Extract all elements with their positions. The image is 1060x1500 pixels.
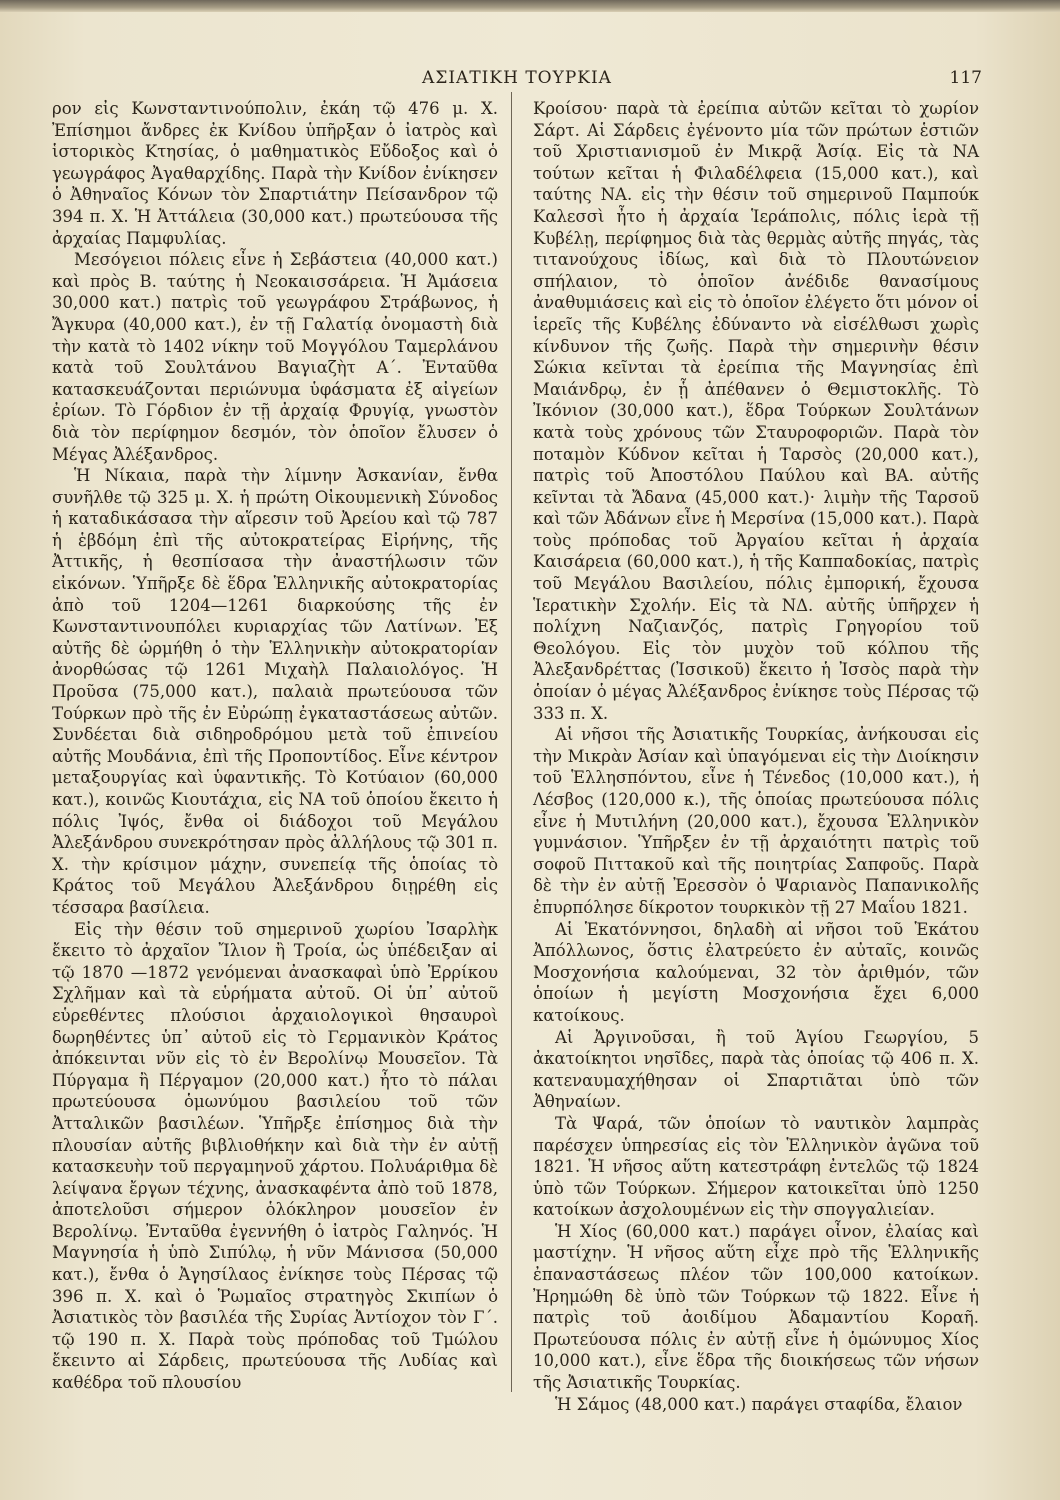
page-number: 117 <box>949 68 982 88</box>
paragraph: Ἡ Σάμος (48,000 κατ.) παράγει σταφίδα, ἔλαιον <box>555 1394 963 1414</box>
column-divider <box>511 92 512 1392</box>
left-column <box>52 98 498 1394</box>
paragraph: Αἱ Ἀργινοῦσαι, ἢ τοῦ Ἁγίου Γεωργίου, 5 ἀκατοίκητοι νησῖδες, παρὰ τὰς ὁποίας τῷ 406 π. Χ. κατεναυμαχήθησαν οἱ Σπαρτιᾶται ὑπὸ τῶν Ἀθηναίων. <box>533 1027 979 1112</box>
running-title: ΑΣΙΑΤΙΚΗ ΤΟΥΡΚΙΑ <box>422 68 612 88</box>
paragraph: Ἡ Χίος (60,000 κατ.) παράγει οἶνον, ἐλαίας καὶ μαστίχην. Ἡ νῆσος αὕτη εἶχε πρὸ τῆς Ἑλληνικῆς ἐπαναστάσεως πλέον τῶν 100,000 κατοίκων. Ἠρημώθη δὲ ὑπὸ τῶν Τούρκων τῷ 1822. Εἶνε ἡ πατρὶς τοῦ ἀοιδίμου Ἀδαμαντίου Κοραῆ. Πρωτεύουσα πόλις ἐν αὐτῇ εἶνε ἡ ὁμώνυμος Χίος 10,000 κατ.), εἶνε ἕδρα τῆς διοικήσεως τῶν νήσων τῆς Ἀσιατικῆς Τουρκίας. <box>533 1221 979 1393</box>
paragraph: Μεσόγειοι πόλεις εἶνε ἡ Σεβάστεια (40,000 κατ.) καὶ πρὸς Β. ταύτης ἡ Νεοκαισσάρεια. Ἡ Ἀμάσεια 30,000 κατ.) πατρὶς τοῦ γεωγράφου Στράβωνος, ἡ Ἄγκυρα (40,000 κατ.), ἐν τῇ Γαλατίᾳ ὀνομαστὴ διὰ τὴν κατὰ τὸ 1402 νίκην τοῦ Μογγόλου Ταμερλάνου κατὰ τοῦ Σουλτάνου Βαγιαζὴτ Α΄. Ἐνταῦθα κατασκευάζονται περιώνυμα ὑφάσματα ἐξ αἰγείων ἐρίων. Τὸ Γόρδιον ἐν τῇ ἀρχαίᾳ Φρυγίᾳ, γνωστὸν διὰ τὸν περίφημον δεσμόν, τὸν ὁποῖον ἔλυσεν ὁ Μέγας Ἀλέξανδρος. <box>52 250 498 464</box>
paragraph: Τὰ Ψαρά, τῶν ὁποίων τὸ ναυτικὸν λαμπρὰς παρέσχεν ὑπηρεσίας εἰς τὸν Ἑλληνικὸν ἀγῶνα τοῦ 1821. Ἡ νῆσος αὕτη κατεστράφη ἐντελῶς τῷ 1824 ὑπὸ τῶν Τούρκων. Σήμερον κατοικεῖται ὑπὸ 1250 κατοίκων ἀσχολουμένων εἰς τὴν σπογγαλιείαν. <box>533 1113 979 1220</box>
page-header <box>52 68 982 98</box>
right-column <box>533 98 979 1415</box>
page-top-edge <box>0 0 1060 12</box>
paragraph: ρον εἰς Κωνσταντινούπολιν, ἐκάη τῷ 476 μ. Χ. Ἐπίσημοι ἄνδρες ἐκ Κνίδου ὑπῆρξαν ὁ ἰατρὸς καὶ ἱστορικὸς Κτησίας, ὁ μαθηματικὸς Εὔδοξος καὶ ὁ γεωγράφος Ἀγαθαρχίδης. Παρὰ τὴν Κνίδον ἐνίκησεν ὁ Ἀθηναῖος Κόνων τὸν Σπαρτιάτην Πείσανδρον τῷ 394 π. Χ. Ἡ Ἀττάλεια (30,000 κατ.) πρωτεύουσα τῆς ἀρχαίας Παμφυλίας. <box>52 99 498 248</box>
paragraph: Αἱ Ἑκατόννησοι, δηλαδὴ αἱ νῆσοι τοῦ Ἑκάτου Ἀπόλλωνος, ὅστις ἐλατρεύετο ἐν αὐταῖς, κοινῶς Μοσχονήσια καλούμεναι, 32 τὸν ἀριθμόν, τῶν ὁποίων ἡ μεγίστη Μοσχονήσια ἔχει 6,000 κατοίκους. <box>533 919 979 1025</box>
paragraph: Ἡ Νίκαια, παρὰ τὴν λίμνην Ἀσκανίαν, ἔνθα συνῆλθε τῷ 325 μ. Χ. ἡ πρώτη Οἰκουμενικὴ Σύνοδος ἡ καταδικάσασα τὴν αἵρεσιν τοῦ Ἀρείου καὶ τῷ 787 ἡ ἑβδόμη ἐπὶ τῆς αὐτοκρατείρας Εἰρήνης, τῆς Ἀττικῆς, ἡ θεσπίσασα τὴν ἀναστήλωσιν τῶν εἰκόνων. Ὑπῆρξε δὲ ἕδρα Ἑλληνικῆς αὐτοκρατορίας ἀπὸ τοῦ 1204—1261 διαρκούσης τῆς ἐν Κωνσταντινουπόλει κυριαρχίας τῶν Λατίνων. Ἐξ αὐτῆς δὲ ὡρμήθη ὁ τὴν Ἑλληνικὴν αὐτοκρατορίαν ἀνορθώσας τῷ 1261 Μιχαὴλ Παλαιολόγος. Ἡ Προῦσα (75,000 κατ.), παλαιὰ πρωτεύουσα τῶν Τούρκων πρὸ τῆς ἐν Εὐρώπῃ ἐγκαταστάσεως αὐτῶν. Συνδέεται διὰ σιδηροδρόμου μετὰ τοῦ ἐπινείου αὐτῆς Μουδάνια, ἐπὶ τῆς Προποντίδος. Εἶνε κέντρον μεταξουργίας καὶ ὑφαντικῆς. Τὸ Κοτύαιον (60,000 κατ.), κοινῶς Κιουτάχια, εἰς ΝΑ τοῦ ὁποίου ἔκειτο ἡ πόλις Ἰψός, ἔνθα οἱ διάδοχοι τοῦ Μεγάλου Ἀλεξάνδρου συνεκρότησαν πρὸς ἀλλήλους τῷ 301 π. Χ. τὴν κρίσιμον μάχην, συνεπείᾳ τῆς ὁποίας τὸ Κράτος τοῦ Μεγάλου Ἀλεξάνδρου διῃρέθη εἰς τέσσαρα βασίλεια. <box>52 466 498 917</box>
paragraph: Εἰς τὴν θέσιν τοῦ σημερινοῦ χωρίου Ἰσαρλὴκ ἔκειτο τὸ ἀρχαῖον Ἴλιον ἢ Τροία, ὡς ὑπέδειξαν αἱ τῷ 1870 —1872 γενόμεναι ἀνασκαφαὶ ὑπὸ Ἐρρίκου Σχλῆμαν καὶ τὰ εὑρήματα αὐτοῦ. Οἱ ὑπ᾽ αὐτοῦ εὑρεθέντες πλούσιοι ἀρχαιολογικοὶ θησαυροὶ δωρηθέντες ὑπ᾽ αὐτοῦ εἰς τὸ Γερμανικὸν Κράτος ἀπόκεινται νῦν εἰς τὸ ἐν Βερολίνῳ Μουσεῖον. Τὰ Πύργαμα ἢ Πέργαμον (20,000 κατ.) ἦτο τὸ πάλαι πρωτεύουσα ὁμωνύμου βασιλείου τοῦ τῶν Ἀτταλικῶν βασιλέων. Ὑπῆρξε ἐπίσημος διὰ τὴν πλουσίαν αὐτῆς βιβλιοθήκην καὶ διὰ τὴν ἐν αὐτῇ κατασκευὴν τοῦ περγαμηνοῦ χάρτου. Πολυάριθμα δὲ λείψανα ἔργων τέχνης, ἀνασκαφέντα ἀπὸ τοῦ 1878, ἀποτελοῦσι σήμερον ὁλόκληρον μουσεῖον ἐν Βερολίνῳ. Ἐνταῦθα ἐγεννήθη ὁ ἰατρὸς Γαληνός. Ἡ Μαγνησία ἡ ὑπὸ Σιπύλῳ, ἡ νῦν Μάνισσα (50,000 κατ.), ἔνθα ὁ Ἀγησίλαος ἐνίκησε τοὺς Πέρσας τῷ 396 π. Χ. καὶ ὁ Ῥωμαῖος στρατηγὸς Σκιπίων ὁ Ἀσιατικὸς τὸν βασιλέα τῆς Συρίας Ἀντίοχον τὸν Γ΄. τῷ 190 π. Χ. Παρὰ τοὺς πρόποδας τοῦ Τμώλου ἔκειντο αἱ Σάρδεις, πρωτεύουσα τῆς Λυδίας καὶ καθέδρα τοῦ πλουσίου <box>52 919 498 1393</box>
paragraph: Αἱ νῆσοι τῆς Ἀσιατικῆς Τουρκίας, ἀνήκουσαι εἰς τὴν Μικρὰν Ἀσίαν καὶ ὑπαγόμεναι εἰς τὴν Διοίκησιν τοῦ Ἑλλησπόντου, εἶνε ἡ Τένεδος (10,000 κατ.), ἡ Λέσβος (120,000 κ.), τῆς ὁποίας πρωτεύουσα πόλις εἶνε ἡ Μυτιλήνη (20,000 κατ.), ἔχουσα Ἑλληνικὸν γυμνάσιον. Ὑπῆρξεν ἐν τῇ ἀρχαιότητι πατρὶς τοῦ σοφοῦ Πιττακοῦ καὶ τῆς ποιητρίας Σαπφοῦς. Παρὰ δὲ τὴν ἐν αὐτῇ Ἐρεσσὸν ὁ Ψαριανὸς Παπανικολῆς ἐπυρπόλησε δίκροτον τουρκικὸν τῇ 27 Μαΐου 1821. <box>533 725 979 917</box>
paragraph: Κροίσου· παρὰ τὰ ἐρείπια αὐτῶν κεῖται τὸ χωρίον Σάρτ. Αἱ Σάρδεις ἐγένοντο μία τῶν πρώτων ἑστιῶν τοῦ Χριστιανισμοῦ ἐν Μικρᾷ Ἀσίᾳ. Εἰς τὰ ΝΑ τούτων κεῖται ἡ Φιλαδέλφεια (15,000 κατ.), καὶ ταύτης ΝΑ. εἰς τὴν θέσιν τοῦ σημερινοῦ Παμπούκ Καλεσσὶ ἦτο ἡ ἀρχαία Ἱεράπολις, πόλις ἱερὰ τῇ Κυβέλῃ, περίφημος διὰ τὰς θερμὰς αὐτῆς πηγάς, τὰς τιτανούχους ἰδίως, καὶ διὰ τὸ Πλουτώνειον σπήλαιον, τὸ ὁποῖον ἀνέδιδε θανασίμους ἀναθυμιάσεις καὶ εἰς τὸ ὁποῖον ἐλέγετο ὅτι μόνον οἱ ἱερεῖς τῆς Κυβέλης ἐδύναντο νὰ εἰσέλθωσι χωρὶς κίνδυνον τῆς ζωῆς. Παρὰ τὴν σημερινὴν θέσιν Σώκια κεῖνται τὰ ἐρείπια τῆς Μαγνησίας ἐπὶ Μαιάνδρῳ, ἐν ᾗ ἀπέθανεν ὁ Θεμιστοκλῆς. Τὸ Ἰκόνιον (30,000 κατ.), ἕδρα Τούρκων Σουλτάνων κατὰ τοὺς χρόνους τῶν Σταυροφοριῶν. Παρὰ τὸν ποταμὸν Κύδνον κεῖται ἡ Ταρσὸς (20,000 κατ.), πατρὶς τοῦ Ἀποστόλου Παύλου καὶ ΒΑ. αὐτῆς κεῖνται τὰ Ἄδανα (45,000 κατ.)· λιμὴν τῆς Ταρσοῦ καὶ τῶν Ἀδάνων εἶνε ἡ Μερσίνα (15,000 κατ.). Παρὰ τοὺς πρόποδας τοῦ Ἀργαίου κεῖται ἡ ἀρχαία Καισάρεια (60,000 κατ.), ἡ τῆς Καππαδοκίας, πατρὶς τοῦ Μεγάλου Βασιλείου, πόλις ἐμπορική, ἔχουσα Ἱερατικὴν Σχολήν. Εἰς τὰ ΝΔ. αὐτῆς ὑπῆρχεν ἡ πολίχνη Ναζιανζός, πατρὶς Γρηγορίου τοῦ Θεολόγου. Εἰς τὸν μυχὸν τοῦ κόλπου τῆς Ἀλεξανδρέττας (Ἰσσικοῦ) ἔκειτο ἡ Ἰσσὸς παρὰ τὴν ὁποίαν ὁ μέγας Ἀλέξανδρος ἐνίκησε τοὺς Πέρσας τῷ 333 π. Χ. <box>533 99 979 723</box>
